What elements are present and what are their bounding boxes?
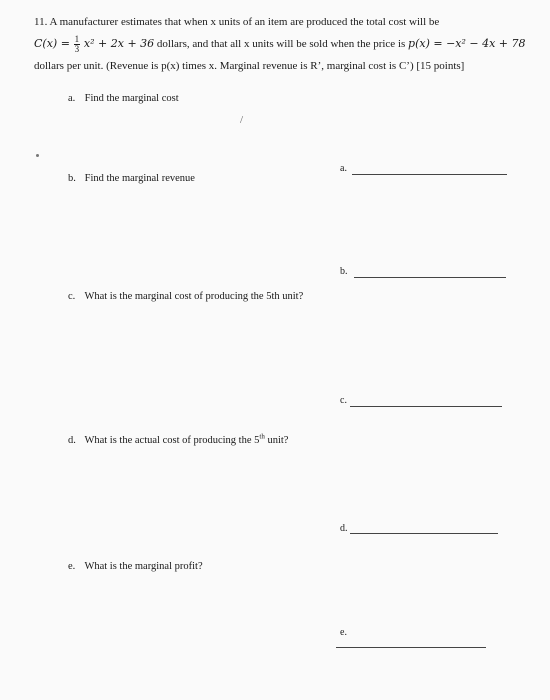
fraction-numerator: 1 <box>74 33 80 44</box>
question-d-text-after: unit? <box>264 434 289 446</box>
question-b <box>68 173 195 184</box>
answer-c-label: c. <box>340 395 347 406</box>
answer-e-blank[interactable] <box>336 647 486 648</box>
problem-line-3-text: dollars per unit. (Revenue is p(x) times x. Marginal revenue is R’, marginal cost is C’) [15 points] <box>34 60 465 72</box>
stray-dot <box>36 154 39 157</box>
answer-c-blank[interactable] <box>350 406 502 407</box>
question-c-text: What is the marginal cost of producing the 5th unit? <box>84 291 304 302</box>
question-d-text-before: What is the actual cost of producing the 5 <box>84 434 260 446</box>
question-e <box>68 561 203 572</box>
answer-c <box>340 395 347 406</box>
question-b-letter: b. <box>68 173 76 184</box>
problem-line-2-text: dollars, and that all x units will be sold when the price is <box>156 38 406 50</box>
fraction-denominator: 3 <box>74 43 80 54</box>
question-c-letter: c. <box>68 291 76 302</box>
problem-line-1 <box>34 11 534 33</box>
price-function: p(x) = −x² − 4x + 78 <box>408 37 526 50</box>
problem-intro-text: A manufacturer estimates that when x units of an item are produced the total cost will be <box>49 16 440 28</box>
cost-function-rhs: x² + 2x + 36 <box>83 37 155 50</box>
question-d-text <box>84 432 289 446</box>
answer-d <box>340 523 348 534</box>
question-a-letter: a. <box>68 93 76 104</box>
question-d-superscript: th <box>259 432 265 440</box>
answer-e <box>340 627 347 638</box>
stray-mark: / <box>240 114 244 126</box>
answer-b <box>340 266 348 277</box>
answer-e-label: e. <box>340 627 347 638</box>
question-d-letter: d. <box>68 434 76 446</box>
answer-b-label: b. <box>340 266 348 277</box>
question-d <box>68 432 288 446</box>
question-e-letter: e. <box>68 561 76 572</box>
answer-d-label: d. <box>340 523 348 534</box>
question-b-text: Find the marginal revenue <box>84 173 195 184</box>
answer-a <box>340 163 347 174</box>
problem-line-3 <box>34 55 534 77</box>
question-c <box>68 291 303 302</box>
problem-number: 11. <box>34 16 48 28</box>
question-a-text: Find the marginal cost <box>84 93 179 104</box>
problem-statement <box>34 11 534 77</box>
answer-a-blank[interactable] <box>352 174 507 175</box>
cost-function-lhs: C(x) = <box>34 37 70 50</box>
question-a <box>68 93 179 104</box>
problem-line-2 <box>34 33 534 55</box>
cost-fraction <box>74 35 81 54</box>
answer-b-blank[interactable] <box>354 277 506 278</box>
answer-d-blank[interactable] <box>350 533 498 534</box>
question-e-text: What is the marginal profit? <box>84 561 203 572</box>
answer-a-label: a. <box>340 163 347 174</box>
